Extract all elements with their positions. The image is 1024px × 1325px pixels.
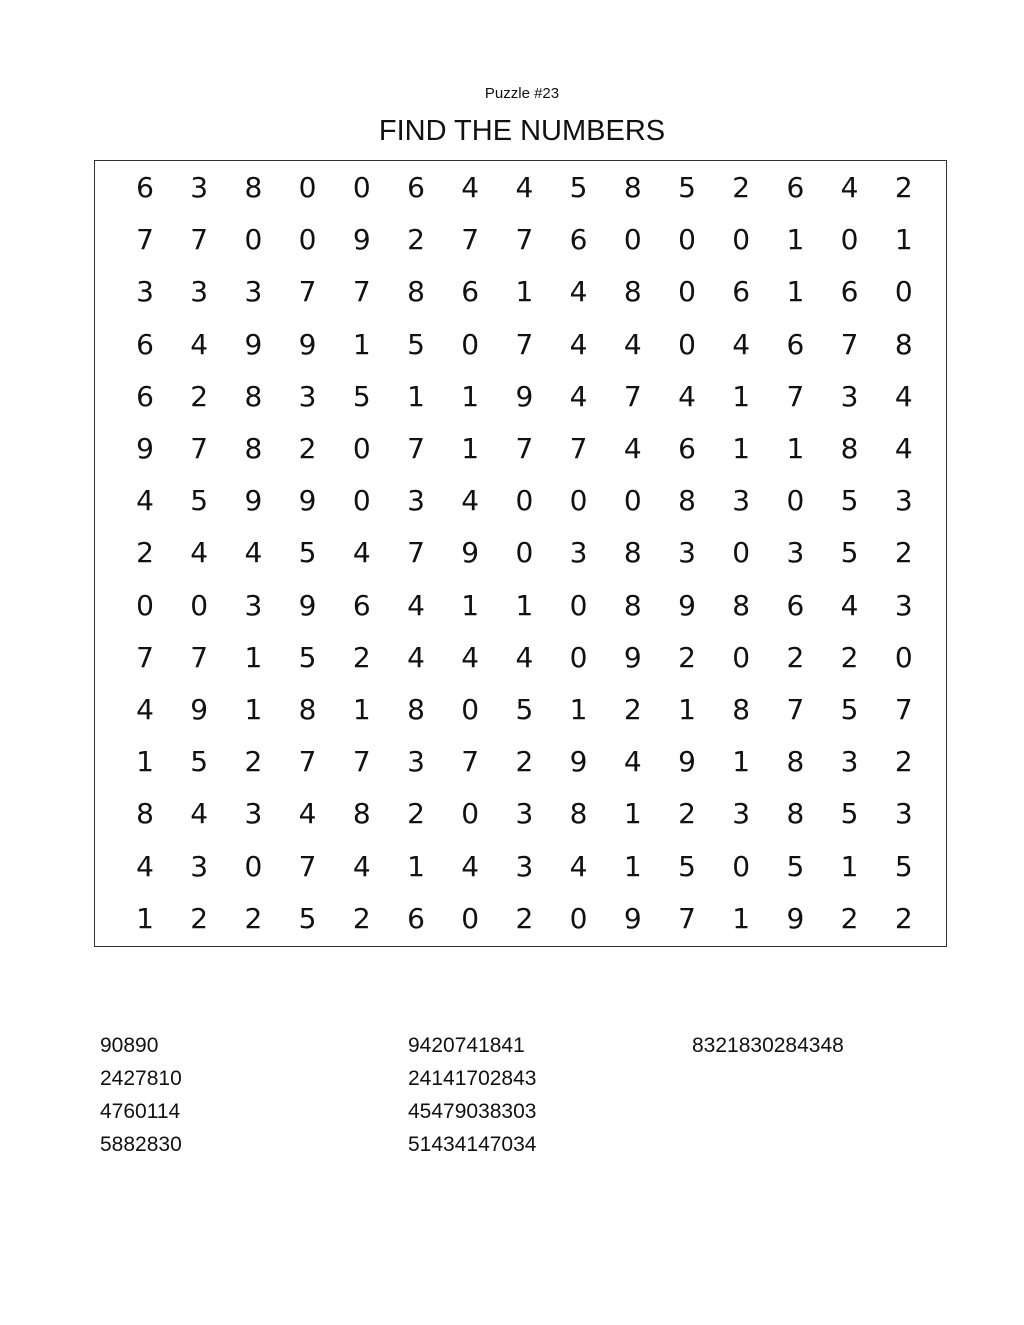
grid-row	[95, 168, 946, 208]
grid-cell[interactable]: 8	[298, 693, 317, 726]
grid-cell[interactable]: 9	[461, 536, 480, 570]
grid-cell[interactable]: 5	[678, 849, 696, 883]
grid-cell[interactable]: 7	[136, 640, 154, 674]
grid-cell[interactable]: 7	[515, 432, 534, 465]
grid-cell[interactable]: 4	[407, 640, 425, 674]
grid-cell[interactable]: 4	[623, 432, 642, 465]
grid-cell[interactable]: 0	[786, 484, 805, 518]
grid-cell[interactable]: 5	[894, 849, 913, 883]
grid-cell[interactable]: 3	[407, 745, 425, 779]
grid-cell[interactable]: 0	[461, 797, 480, 831]
grid-cell[interactable]: 7	[298, 745, 317, 779]
grid-cell[interactable]: 4	[569, 849, 588, 883]
grid-cell[interactable]: 8	[732, 693, 751, 726]
grid-cell[interactable]: 9	[623, 640, 642, 674]
grid-cell[interactable]: 3	[840, 745, 859, 779]
grid-cell[interactable]: 2	[244, 901, 263, 935]
grid-cell[interactable]: 4	[461, 640, 480, 674]
grid-cell[interactable]: 2	[678, 797, 696, 831]
grid-cell[interactable]: 9	[298, 484, 317, 518]
grid-cell[interactable]: 2	[840, 640, 859, 674]
grid-cell[interactable]: 1	[136, 745, 154, 779]
grid-cell[interactable]: 7	[461, 745, 480, 779]
grid-cell[interactable]: 0	[678, 327, 696, 361]
grid-cell[interactable]: 5	[298, 536, 317, 570]
grid-cell[interactable]: 0	[732, 223, 751, 257]
grid-cell[interactable]: 8	[623, 588, 642, 622]
grid-cell[interactable]: 8	[244, 171, 263, 204]
grid-cell[interactable]: 9	[244, 327, 263, 361]
grid-cell[interactable]: 1	[244, 693, 263, 726]
grid-cell[interactable]: 4	[894, 432, 913, 465]
grid-cell[interactable]: 1	[786, 223, 805, 257]
grid-cell[interactable]: 0	[515, 484, 534, 518]
grid-row	[95, 690, 946, 730]
grid-cell[interactable]: 5	[298, 901, 317, 935]
target-number: 8321830284348	[692, 1034, 844, 1057]
grid-cell[interactable]: 4	[894, 379, 913, 413]
grid-cell[interactable]: 0	[569, 484, 588, 518]
grid-cell[interactable]: 1	[407, 849, 425, 883]
grid-row	[95, 638, 946, 678]
grid-cell[interactable]: 8	[623, 536, 642, 570]
grid-cell[interactable]: 0	[352, 171, 371, 204]
target-number: 5882830	[100, 1133, 182, 1156]
grid-cell[interactable]: 4	[136, 849, 154, 883]
grid-cell[interactable]: 3	[678, 536, 696, 570]
grid-cell[interactable]: 1	[244, 640, 263, 674]
grid-cell[interactable]: 7	[407, 536, 425, 570]
page-title: FIND THE NUMBERS	[378, 115, 666, 147]
grid-cell[interactable]: 7	[407, 432, 425, 465]
grid-cell[interactable]: 7	[136, 223, 154, 257]
grid-cell[interactable]: 8	[569, 797, 588, 831]
grid-cell[interactable]: 2	[190, 379, 209, 413]
grid-cell[interactable]: 0	[461, 327, 480, 361]
grid-cell[interactable]: 0	[894, 275, 913, 309]
grid-cell[interactable]: 8	[407, 693, 425, 726]
grid-cell[interactable]: 8	[244, 379, 263, 413]
grid-cell[interactable]: 4	[352, 849, 371, 883]
grid-cell[interactable]: 2	[786, 640, 805, 674]
grid-row	[95, 794, 946, 834]
grid-cell[interactable]: 6	[136, 327, 154, 361]
grid-row	[95, 272, 946, 312]
grid-cell[interactable]: 2	[894, 745, 913, 779]
grid-cell[interactable]: 8	[407, 275, 425, 309]
grid-cell[interactable]: 0	[136, 588, 154, 622]
grid-cell[interactable]: 1	[623, 797, 642, 831]
grid-cell[interactable]: 2	[732, 171, 751, 204]
grid-cell[interactable]: 2	[407, 223, 425, 257]
grid-cell[interactable]: 1	[515, 588, 534, 622]
grid-cell[interactable]: 9	[190, 693, 209, 726]
grid-row	[95, 586, 946, 626]
grid-cell[interactable]: 6	[786, 327, 805, 361]
target-number: 90890	[100, 1034, 159, 1057]
grid-cell[interactable]: 2	[407, 797, 425, 831]
grid-cell[interactable]: 0	[732, 640, 751, 674]
grid-cell[interactable]: 9	[786, 901, 805, 935]
target-number: 51434147034	[408, 1133, 537, 1156]
grid-row	[95, 429, 946, 469]
grid-cell[interactable]: 5	[786, 849, 805, 883]
grid-cell[interactable]: 5	[407, 327, 425, 361]
grid-cell[interactable]: 3	[569, 536, 588, 570]
grid-row	[95, 742, 946, 782]
grid-cell[interactable]: 0	[352, 432, 371, 465]
grid-cell[interactable]: 1	[461, 379, 480, 413]
grid-cell[interactable]: 6	[136, 171, 154, 204]
grid-cell[interactable]: 0	[244, 223, 263, 257]
grid-cell[interactable]: 5	[840, 693, 859, 726]
grid-cell[interactable]: 4	[190, 327, 209, 361]
grid-row	[95, 847, 946, 887]
grid-cell[interactable]: 1	[407, 379, 425, 413]
grid-cell[interactable]: 3	[840, 379, 859, 413]
grid-cell[interactable]: 5	[840, 536, 859, 570]
target-number: 9420741841	[408, 1034, 525, 1057]
grid-cell[interactable]: 8	[840, 432, 859, 465]
grid-cell[interactable]: 9	[678, 588, 696, 622]
grid-cell[interactable]: 0	[732, 849, 751, 883]
grid-cell[interactable]: 3	[244, 275, 263, 309]
grid-cell[interactable]: 7	[298, 849, 317, 883]
grid-cell[interactable]: 4	[407, 588, 425, 622]
grid-cell[interactable]: 9	[298, 327, 317, 361]
grid-cell[interactable]: 4	[623, 745, 642, 779]
grid-cell[interactable]: 8	[352, 797, 371, 831]
grid-cell[interactable]: 8	[786, 797, 805, 831]
grid-cell[interactable]: 7	[840, 327, 859, 361]
grid-row	[95, 325, 946, 365]
grid-cell[interactable]: 1	[136, 901, 154, 935]
grid-cell[interactable]: 0	[190, 588, 209, 622]
grid-cell[interactable]: 0	[894, 640, 913, 674]
grid-cell[interactable]: 8	[623, 171, 642, 204]
grid-cell[interactable]: 4	[136, 693, 154, 726]
grid-cell[interactable]: 3	[894, 797, 913, 831]
grid-cell[interactable]: 6	[352, 588, 371, 622]
grid-cell[interactable]: 6	[407, 171, 425, 204]
grid-cell[interactable]: 5	[515, 693, 534, 726]
grid-cell[interactable]: 7	[515, 327, 534, 361]
grid-cell[interactable]: 6	[786, 588, 805, 622]
grid-cell[interactable]: 8	[786, 745, 805, 779]
grid-cell[interactable]: 1	[623, 849, 642, 883]
grid-cell[interactable]: 7	[461, 223, 480, 257]
grid-cell[interactable]: 5	[298, 640, 317, 674]
grid-cell[interactable]: 6	[840, 275, 859, 309]
grid-cell[interactable]: 8	[623, 275, 642, 309]
grid-cell[interactable]: 3	[244, 797, 263, 831]
grid-cell[interactable]: 3	[515, 797, 534, 831]
grid-cell[interactable]: 9	[136, 432, 154, 465]
grid-cell[interactable]: 4	[190, 536, 209, 570]
grid-cell[interactable]: 1	[515, 275, 534, 309]
grid-cell[interactable]: 6	[732, 275, 751, 309]
grid-cell[interactable]: 8	[678, 484, 696, 518]
grid-cell[interactable]: 2	[894, 536, 913, 570]
grid-cell[interactable]: 3	[894, 588, 913, 622]
grid-cell[interactable]: 8	[732, 588, 751, 622]
grid-cell[interactable]: 7	[894, 693, 913, 726]
grid-cell[interactable]: 4	[515, 640, 534, 674]
grid-cell[interactable]: 1	[786, 432, 805, 465]
grid-cell[interactable]: 1	[352, 693, 371, 726]
grid-cell[interactable]: 1	[732, 901, 751, 935]
grid-cell[interactable]: 2	[352, 640, 371, 674]
grid-cell[interactable]: 3	[407, 484, 425, 518]
grid-cell[interactable]: 4	[352, 536, 371, 570]
grid-cell[interactable]: 2	[136, 536, 154, 570]
grid-cell[interactable]: 4	[732, 327, 751, 361]
grid-cell[interactable]: 3	[136, 275, 154, 309]
grid-cell[interactable]: 0	[840, 223, 859, 257]
grid-cell[interactable]: 5	[840, 797, 859, 831]
grid-cell[interactable]: 1	[569, 693, 588, 726]
grid-cell[interactable]: 9	[623, 901, 642, 935]
grid-cell[interactable]: 7	[786, 379, 805, 413]
grid-row	[95, 899, 946, 939]
grid-cell[interactable]: 4	[244, 536, 263, 570]
grid-cell[interactable]: 7	[352, 275, 371, 309]
grid-cell[interactable]: 0	[569, 588, 588, 622]
grid-cell[interactable]: 3	[298, 379, 317, 413]
grid-cell[interactable]: 3	[894, 484, 913, 518]
grid-row	[95, 220, 946, 260]
grid-cell[interactable]: 1	[352, 327, 371, 361]
grid-cell[interactable]: 0	[569, 640, 588, 674]
grid-cell[interactable]: 9	[298, 588, 317, 622]
grid-cell[interactable]: 2	[623, 693, 642, 726]
grid-cell[interactable]: 7	[298, 275, 317, 309]
grid-cell[interactable]: 4	[623, 327, 642, 361]
grid-row	[95, 533, 946, 573]
grid-row	[95, 377, 946, 417]
grid-cell[interactable]: 0	[461, 901, 480, 935]
grid-cell[interactable]: 6	[136, 379, 154, 413]
grid-cell[interactable]: 2	[515, 901, 534, 935]
grid-cell[interactable]: 0	[298, 223, 317, 257]
grid-cell[interactable]: 7	[190, 432, 209, 465]
grid-cell[interactable]: 0	[461, 693, 480, 726]
grid-cell[interactable]: 8	[136, 797, 154, 831]
target-number: 45479038303	[408, 1100, 537, 1123]
grid-cell[interactable]: 3	[515, 849, 534, 883]
grid-cell[interactable]: 6	[407, 901, 425, 935]
grid-cell[interactable]: 7	[515, 223, 534, 257]
word-list-column-3	[692, 1029, 844, 1062]
grid-cell[interactable]: 3	[732, 484, 751, 518]
grid-cell[interactable]: 7	[190, 223, 209, 257]
grid-cell[interactable]: 0	[732, 536, 751, 570]
grid-cell[interactable]: 1	[840, 849, 859, 883]
grid-cell[interactable]: 2	[894, 901, 913, 935]
grid-cell[interactable]: 6	[678, 432, 696, 465]
grid-cell[interactable]: 4	[840, 588, 859, 622]
target-number: 24141702843	[408, 1067, 537, 1090]
grid-cell[interactable]: 5	[190, 745, 209, 779]
grid-cell[interactable]: 2	[515, 745, 534, 779]
grid-cell[interactable]: 0	[678, 275, 696, 309]
grid-cell[interactable]: 5	[678, 171, 696, 204]
grid-cell[interactable]: 0	[569, 901, 588, 935]
grid-cell[interactable]: 2	[298, 432, 317, 465]
grid-cell[interactable]: 5	[352, 379, 371, 413]
grid-cell[interactable]: 4	[569, 327, 588, 361]
grid-cell[interactable]: 0	[515, 536, 534, 570]
grid-cell[interactable]: 0	[244, 849, 263, 883]
grid-cell[interactable]: 3	[732, 797, 751, 831]
grid-cell[interactable]: 1	[732, 745, 751, 779]
grid-cell[interactable]: 1	[894, 223, 913, 257]
target-number: 2427810	[100, 1067, 182, 1090]
grid-cell[interactable]: 4	[461, 484, 480, 518]
grid-cell[interactable]: 3	[786, 536, 805, 570]
grid-cell[interactable]: 7	[678, 901, 696, 935]
grid-cell[interactable]: 9	[515, 379, 534, 413]
grid-cell[interactable]: 8	[894, 327, 913, 361]
grid-cell[interactable]: 1	[732, 379, 751, 413]
grid-cell[interactable]: 6	[569, 223, 588, 257]
grid-cell[interactable]: 5	[840, 484, 859, 518]
grid-cell[interactable]: 4	[298, 797, 317, 831]
grid-cell[interactable]: 4	[461, 171, 480, 204]
grid-cell[interactable]: 4	[840, 171, 859, 204]
grid-cell[interactable]: 9	[569, 745, 588, 779]
grid-cell[interactable]: 3	[190, 171, 209, 204]
grid-cell[interactable]: 1	[786, 275, 805, 309]
grid-cell[interactable]: 4	[569, 379, 588, 413]
grid-cell[interactable]: 3	[244, 588, 263, 622]
grid-cell[interactable]: 7	[190, 640, 209, 674]
grid-cell[interactable]: 6	[786, 171, 805, 204]
grid-cell[interactable]: 5	[190, 484, 209, 518]
word-list-column-1	[100, 1029, 182, 1161]
puzzle-number-label: Puzzle #23	[484, 85, 560, 102]
grid-cell[interactable]: 4	[515, 171, 534, 204]
grid-cell[interactable]: 9	[678, 745, 696, 779]
grid-cell[interactable]: 7	[352, 745, 371, 779]
grid-cell[interactable]: 9	[244, 484, 263, 518]
grid-cell[interactable]: 0	[623, 484, 642, 518]
grid-cell[interactable]: 0	[352, 484, 371, 518]
grid-cell[interactable]: 3	[190, 849, 209, 883]
grid-cell[interactable]: 0	[298, 171, 317, 204]
grid-cell[interactable]: 0	[623, 223, 642, 257]
grid-cell[interactable]: 4	[190, 797, 209, 831]
grid-cell[interactable]: 5	[569, 171, 588, 204]
grid-cell[interactable]: 7	[623, 379, 642, 413]
grid-row	[95, 481, 946, 521]
grid-cell[interactable]: 2	[678, 640, 696, 674]
grid-cell[interactable]: 7	[569, 432, 588, 465]
grid-cell[interactable]: 8	[244, 432, 263, 465]
grid-cell[interactable]: 1	[461, 432, 480, 465]
grid-cell[interactable]: 1	[461, 588, 480, 622]
grid-cell[interactable]: 2	[190, 901, 209, 935]
grid-cell[interactable]: 7	[786, 693, 805, 726]
grid-cell[interactable]: 9	[352, 223, 371, 257]
grid-cell[interactable]: 1	[678, 693, 696, 726]
grid-cell[interactable]: 4	[461, 849, 480, 883]
grid-cell[interactable]: 3	[190, 275, 209, 309]
grid-cell[interactable]: 0	[678, 223, 696, 257]
grid-cell[interactable]: 2	[840, 901, 859, 935]
grid-cell[interactable]: 1	[732, 432, 751, 465]
grid-cell[interactable]: 4	[136, 484, 154, 518]
word-list-column-2	[408, 1029, 536, 1161]
grid-cell[interactable]: 2	[894, 171, 913, 204]
grid-cell[interactable]: 6	[461, 275, 480, 309]
grid-cell[interactable]: 2	[352, 901, 371, 935]
grid-cell[interactable]: 2	[244, 745, 263, 779]
grid-cell[interactable]: 4	[678, 379, 696, 413]
grid-cell[interactable]: 4	[569, 275, 588, 309]
target-number: 4760114	[100, 1100, 181, 1123]
number-search-grid	[94, 160, 947, 947]
